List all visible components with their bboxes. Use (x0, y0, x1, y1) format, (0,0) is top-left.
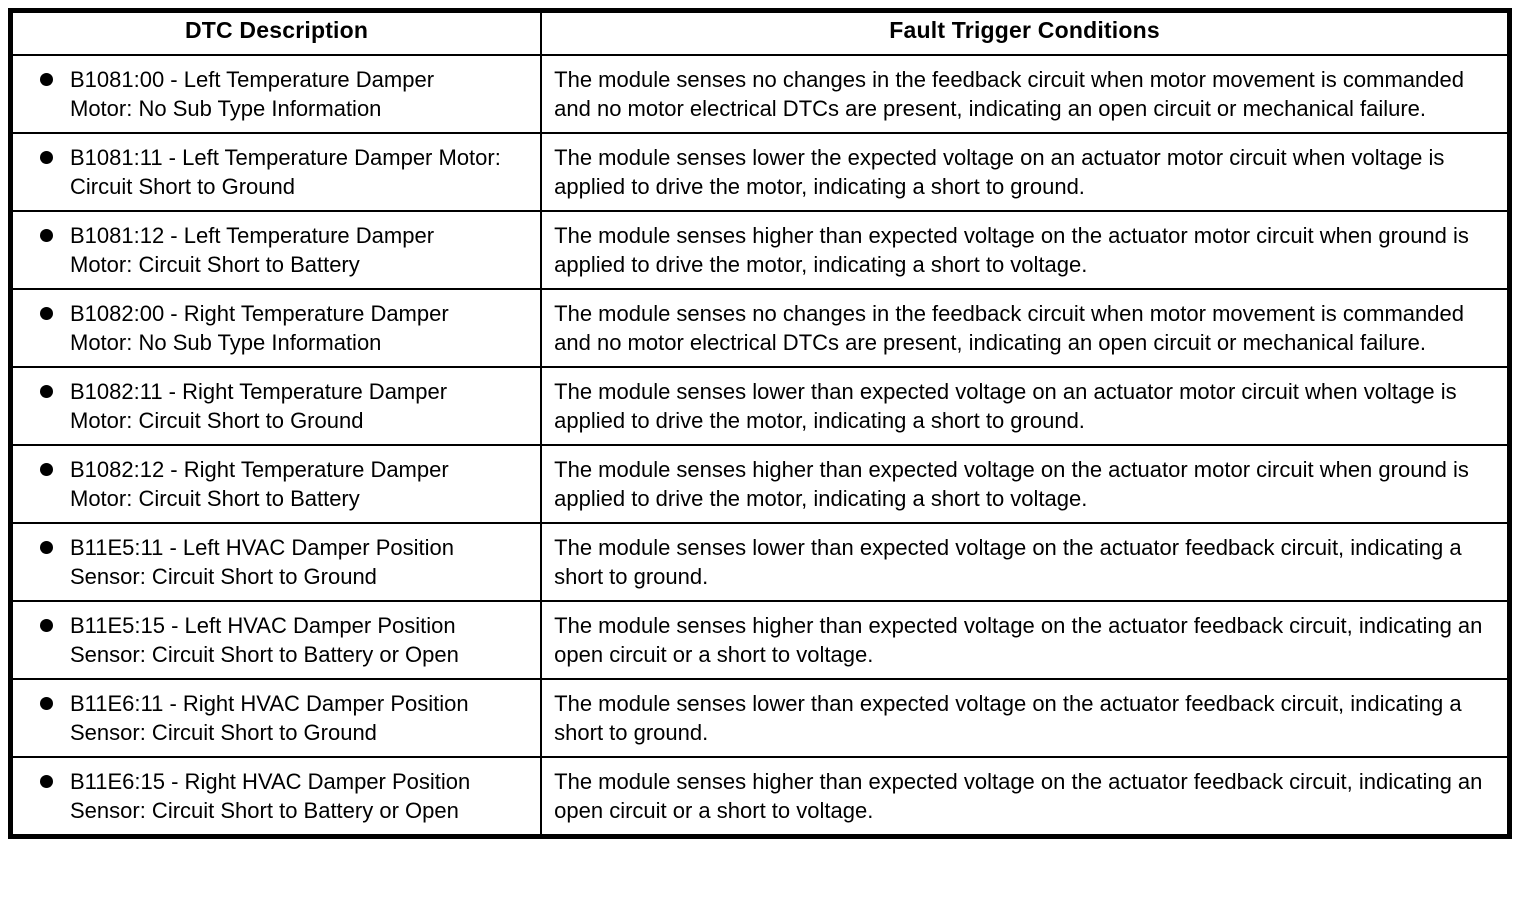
column-header-dtc-description: DTC Description (11, 11, 542, 55)
bullet-icon (40, 775, 53, 788)
bullet-icon (40, 619, 53, 632)
dtc-description-text: B11E5:15 - Left HVAC Damper Position Sensor: Circuit Short to Battery or Open (70, 612, 459, 667)
dtc-description-text: B1082:12 - Right Temperature Damper Motor: Circuit Short to Battery (70, 456, 449, 511)
table-row (11, 445, 1510, 523)
table-row (11, 523, 1510, 601)
dtc-description-text: B11E6:11 - Right HVAC Damper Position Sensor: Circuit Short to Ground (70, 690, 469, 745)
dtc-description-text: B1081:12 - Left Temperature Damper Motor: Circuit Short to Battery (70, 222, 435, 277)
dtc-description-text: B1082:00 - Right Temperature Damper Motor: No Sub Type Information (70, 300, 449, 355)
fault-condition-cell (541, 367, 1509, 445)
table-row (11, 133, 1510, 211)
dtc-description-cell (11, 55, 542, 133)
table-row (11, 757, 1510, 837)
dtc-description-text: B1082:11 - Right Temperature Damper Motor: Circuit Short to Ground (70, 378, 448, 433)
fault-condition-cell (541, 289, 1509, 367)
dtc-description-cell (11, 679, 542, 757)
bullet-icon (40, 541, 53, 554)
bullet-icon (40, 151, 53, 164)
bullet-icon (40, 463, 53, 476)
bullet-icon (40, 385, 53, 398)
dtc-description-cell (11, 367, 542, 445)
dtc-description-text: B1081:11 - Left Temperature Damper Motor: Circuit Short to Ground (70, 144, 501, 199)
dtc-description-text: B11E5:11 - Left HVAC Damper Position Sensor: Circuit Short to Ground (70, 534, 454, 589)
table-header-row (11, 11, 1510, 55)
table-row (11, 601, 1510, 679)
table-row (11, 679, 1510, 757)
fault-condition-text: The module senses lower than expected voltage on an actuator motor circuit when voltage is applied to drive the motor, indicating a short to ground. (554, 378, 1457, 433)
fault-condition-text: The module senses lower than expected voltage on the actuator feedback circuit, indicating a short to ground. (554, 534, 1462, 589)
table-row (11, 211, 1510, 289)
fault-condition-cell (541, 601, 1509, 679)
fault-condition-text: The module senses higher than expected voltage on the actuator motor circuit when ground is applied to drive the motor, indicating a short to voltage. (554, 456, 1469, 511)
table-row (11, 367, 1510, 445)
fault-condition-cell (541, 445, 1509, 523)
fault-condition-text: The module senses lower than expected voltage on the actuator feedback circuit, indicating a short to ground. (554, 690, 1462, 745)
fault-condition-text: The module senses no changes in the feedback circuit when motor movement is commanded and no motor electrical DTCs are present, indicating an open circuit or mechanical failure. (554, 66, 1464, 121)
dtc-description-cell (11, 523, 542, 601)
fault-condition-text: The module senses higher than expected voltage on the actuator feedback circuit, indicating an open circuit or a short to voltage. (554, 612, 1483, 667)
column-header-fault-trigger-conditions: Fault Trigger Conditions (541, 11, 1509, 55)
dtc-table (8, 8, 1512, 839)
fault-condition-cell (541, 523, 1509, 601)
dtc-description-cell (11, 211, 542, 289)
bullet-icon (40, 229, 53, 242)
fault-condition-cell (541, 211, 1509, 289)
fault-condition-cell (541, 757, 1509, 837)
table-row (11, 289, 1510, 367)
dtc-description-cell (11, 289, 542, 367)
table-row (11, 55, 1510, 133)
fault-condition-text: The module senses higher than expected voltage on the actuator motor circuit when ground is applied to drive the motor, indicating a short to voltage. (554, 222, 1469, 277)
dtc-description-cell (11, 133, 542, 211)
fault-condition-cell (541, 679, 1509, 757)
fault-condition-cell (541, 133, 1509, 211)
fault-condition-cell (541, 55, 1509, 133)
bullet-icon (40, 697, 53, 710)
dtc-description-cell (11, 757, 542, 837)
dtc-description-text: B1081:00 - Left Temperature Damper Motor: No Sub Type Information (70, 66, 435, 121)
fault-condition-text: The module senses higher than expected voltage on the actuator feedback circuit, indicating an open circuit or a short to voltage. (554, 768, 1483, 823)
fault-condition-text: The module senses no changes in the feedback circuit when motor movement is commanded and no motor electrical DTCs are present, indicating an open circuit or mechanical failure. (554, 300, 1464, 355)
dtc-description-text: B11E6:15 - Right HVAC Damper Position Sensor: Circuit Short to Battery or Open (70, 768, 471, 823)
dtc-description-cell (11, 601, 542, 679)
dtc-description-cell (11, 445, 542, 523)
bullet-icon (40, 73, 53, 86)
bullet-icon (40, 307, 53, 320)
fault-condition-text: The module senses lower the expected voltage on an actuator motor circuit when voltage is applied to drive the motor, indicating a short to ground. (554, 144, 1445, 199)
